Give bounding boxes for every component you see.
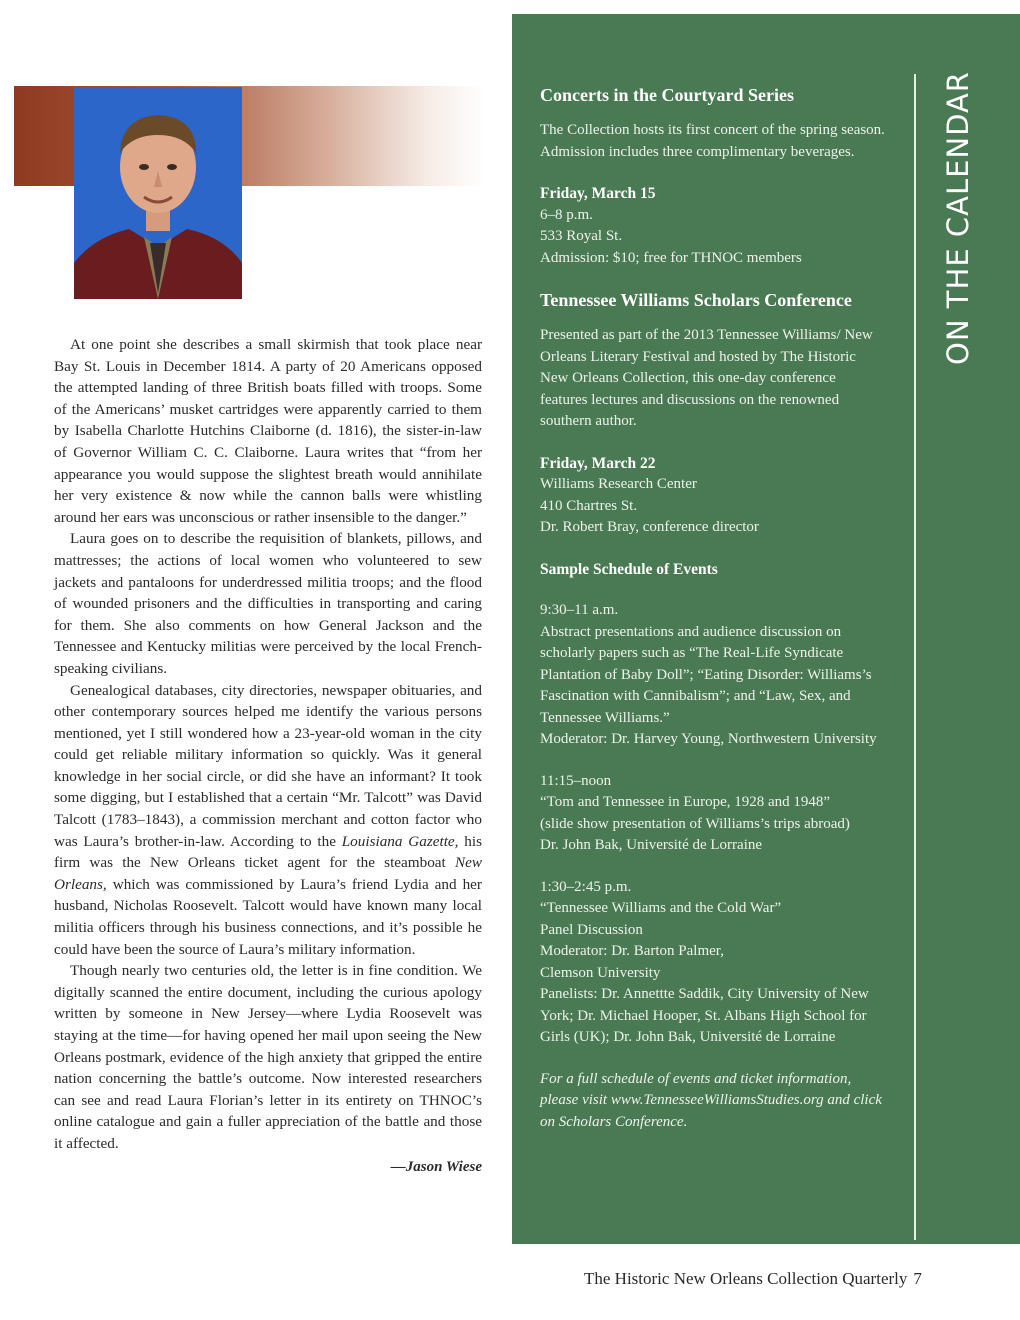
concerts-description: The Collection hosts its first concert of the spring season. Admission includes three complimentary beverages.: [540, 122, 885, 160]
schedule-line: Moderator: Dr. Harvey Young, Northwestern University: [540, 731, 877, 747]
schedule-line: Clemson University: [540, 964, 661, 981]
schedule-line: “Tom and Tennessee in Europe, 1928 and 1948”: [540, 794, 831, 810]
schedule-item: [540, 877, 886, 1049]
article-paragraph-2: Laura goes on to describe the requisition of blankets, pillows, and mattresses; the actions of local women who volunteered to sew jackets and pantaloons for underdressed militia troops; and the flood of wounded prisoners and the difficulties in transporting and caring for them. She also comments on how General Jackson and the Tennessee and Kentucky militias were perceived by the local French-speaking civilians.: [54, 530, 482, 677]
side-label-text: ON THE CALENDAR: [941, 71, 975, 365]
concerts-admission: Admission: $10; free for THNOC members: [540, 249, 802, 266]
schedule-line: Moderator: Dr. Barton Palmer,: [540, 943, 724, 959]
concerts-title: Concerts in the Courtyard Series: [540, 85, 794, 105]
page-footer: [584, 1269, 922, 1289]
schedule-item: [540, 600, 886, 751]
article-paragraph-3: [54, 680, 482, 961]
schedule-line: “Tennessee Williams and the Cold War”: [540, 900, 782, 916]
conference-director: Dr. Robert Bray, conference director: [540, 519, 759, 535]
page-number: 7: [913, 1269, 922, 1288]
publication-title: The Historic New Orleans Collection Quarterly: [584, 1269, 908, 1288]
more-info-note: For a full schedule of events and ticket information, please visit www.TennesseeWilliamsStudies.org and click on Scholars Conference.: [540, 1070, 882, 1130]
steamboat-name: New Orleans,: [54, 854, 482, 893]
portrait-illustration: [74, 87, 242, 299]
schedule-item: [540, 771, 886, 857]
schedule-time: 11:15–noon: [540, 772, 612, 789]
schedule-title: Sample Schedule of Events: [540, 560, 718, 578]
conference-title: Tennessee Williams Scholars Conference: [540, 290, 852, 310]
author-portrait: [74, 87, 242, 299]
calendar-listings: [540, 84, 886, 1133]
conference-description: Presented as part of the 2013 Tennessee Williams/ New Orleans Literary Festival and hosted by The Historic New Orleans Collection, this one-day conference features lectures and discussions on the renowned southern author.: [540, 327, 873, 429]
schedule-line: (slide show presentation of Williams’s trips abroad): [540, 815, 850, 832]
concerts-date: Friday, March 15: [540, 185, 656, 202]
conference-date: Friday, March 22: [540, 454, 656, 472]
schedule-line: Dr. John Bak, Université de Lorraine: [540, 837, 763, 853]
concerts-location: 533 Royal St.: [540, 228, 623, 244]
author-byline: —Jason Wiese: [390, 1158, 482, 1175]
schedule-time: 9:30–11 a.m.: [540, 602, 619, 618]
article-paragraph-3-start: Genealogical databases, city directories, newspaper obituaries, and other contemporary sources helped me identify the various persons mentioned, yet I still wondered how a 23-year-old woman in the city could get reliable military information so quickly. Was it general knowledge in her social circle, or did she have an informant? It took some digging, but I established that a certain “Mr. Talcott” was David Talcott (1783–1843), a commission merchant and cotton factor who was Laura’s brother-in-law. According to the: [54, 681, 482, 850]
concerts-time: 6–8 p.m.: [540, 206, 593, 223]
article-paragraph-3-mid: his firm was the New Orleans ticket agent for the steamboat: [54, 832, 482, 872]
article-paragraph-4: Though nearly two centuries old, the letter is in fine condition. We digitally scanned the entire document, including the curious apology written by someone in New Jersey—where Lydia Roosevelt was staying at the time—for having opened her mail upon seeing the New Orleans postmark, evidence of the high anxiety that gripped the entire nation concerning the battle’s outcome. Now interested researchers can see and read Laura Florian’s letter in its entirety on THNOC’s online catalogue and gain a fuller appreciation of the battle and those it affected.: [54, 962, 482, 1152]
article-body: [54, 334, 482, 1178]
conference-address: 410 Chartres St.: [540, 497, 638, 514]
newspaper-title: Louisiana Gazette,: [341, 832, 459, 850]
schedule-line: Panelists: Dr. Annettte Saddik, City University of New York; Dr. Michael Hooper, St. Albans High School for Girls (UK); Dr. John Bak, Université de Lorraine: [540, 986, 869, 1045]
schedule-time: 1:30–2:45 p.m.: [540, 878, 632, 895]
calendar-divider: [914, 74, 916, 1240]
article-paragraph-1: At one point she describes a small skirmish that took place near Bay St. Louis in December 1814. A party of 20 Americans opposed the attempted landing of three British boats filled with troops. Some of the Americans’ musket cartridges were apparently carried to them by Isabella Charlotte Hutchins Claiborne (d. 1816), the sister-in-law of Governor William C. C. Claiborne. Laura writes that “from her appearance you would suppose the slightest breath would annihilate her very existence & now while the cannon balls were whistling around her ears was unconscious or rather insensible to the danger.”: [54, 336, 482, 526]
conference-venue: Williams Research Center: [540, 476, 697, 492]
article-paragraph-3-end: which was commissioned by Laura’s friend Lydia and her husband, Nicholas Roosevelt. Talcott would have known many local militia officers through his business connections, and it’s possible he could have been the source of Laura’s military information.: [54, 875, 482, 958]
schedule-line: Panel Discussion: [540, 921, 643, 938]
schedule-line: Abstract presentations and audience discussion on scholarly papers such as “The Real-Life Syndicate Plantation of Baby Doll”; “Eating Disorder: Williams’s Fascination with Cannibalism”; and “Law, Sex, and Tennessee Williams.”: [540, 623, 872, 726]
